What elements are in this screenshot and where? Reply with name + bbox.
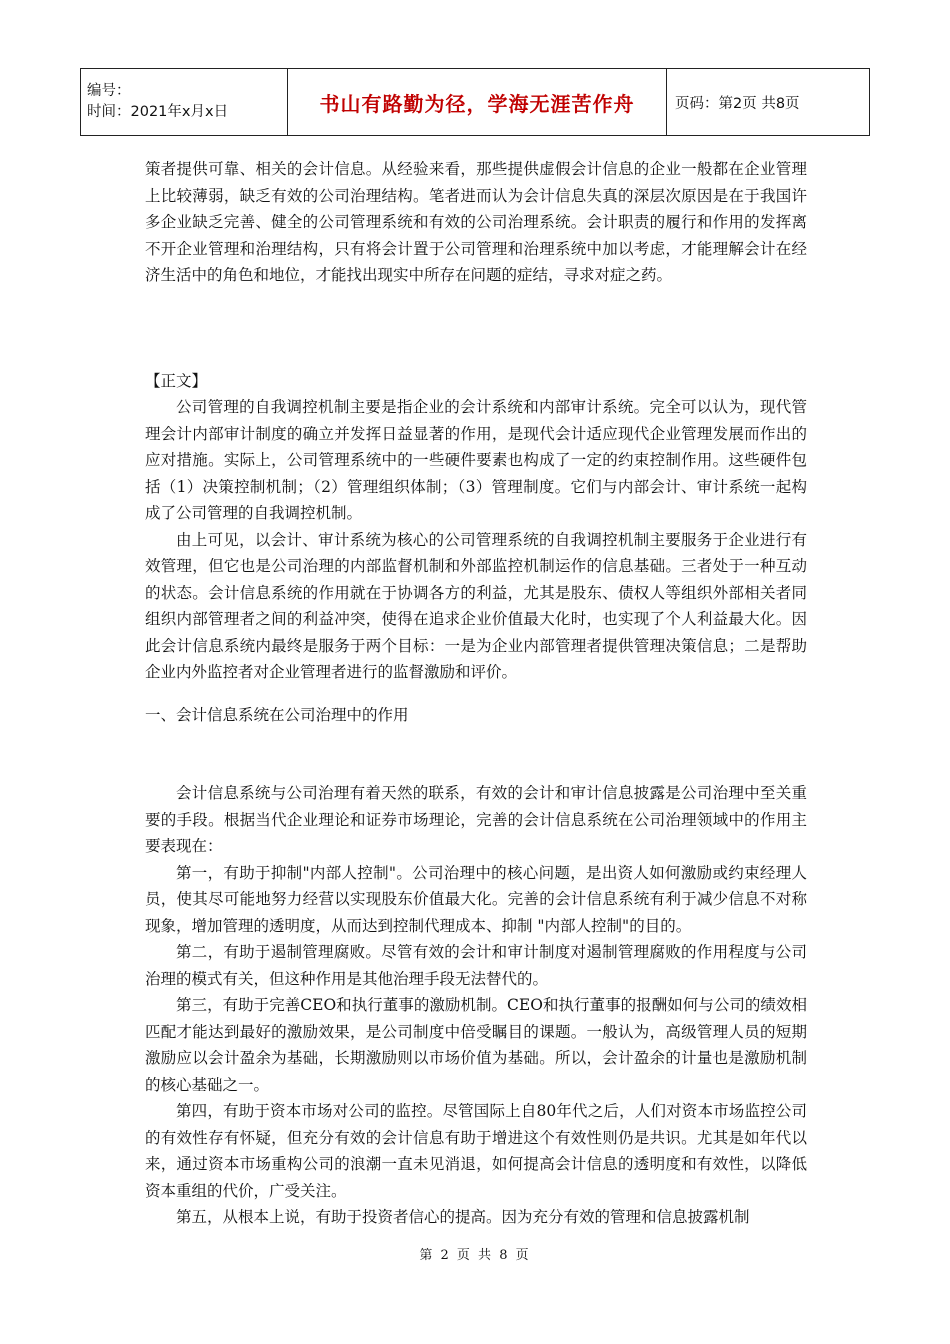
- paragraph-1: 公司管理的自我调控机制主要是指企业的会计系统和内部审计系统。完全可以认为，现代管理会计内部审计制度的确立并发挥日益显著的作用，是现代会计适应现代企业管理发展而作出的应对措施。实际上，公司管理系统中的一些硬件要素也构成了一定的约束控制作用。这些硬件包括（1）决策控制机制；（2）管理组织体制；（3）管理制度。它们与内部会计、审计系统一起构成了公司管理的自我调控机制。: [145, 398, 807, 522]
- document-body: [145, 156, 807, 1231]
- header-table: [80, 68, 870, 136]
- point-3: 第三，有助于完善CEO和执行董事的激励机制。CEO和执行董事的报酬如何与公司的绩效相匹配才能达到最好的激励效果，是公司制度中倍受瞩目的课题。一般认为，高级管理人员的短期激励应以会计盈余为基础，长期激励则以市场价值为基础。所以，会计盈余的计量也是激励机制的核心基础之一。: [145, 996, 807, 1094]
- section-1-title: 一、会计信息系统在公司治理中的作用: [145, 705, 409, 724]
- point-2: 第二，有助于遏制管理腐败。尽管有效的会计和审计制度对遏制管理腐败的作用程度与公司治理的模式有关，但这种作用是其他治理手段无法替代的。: [145, 943, 807, 988]
- point-5: 第五，从根本上说，有助于投资者信心的提高。因为充分有效的管理和信息披露机制: [176, 1208, 750, 1226]
- header-motto: 书山有路勤为径，学海无涯苦作舟: [288, 69, 667, 136]
- paragraph-2: 由上可见，以会计、审计系统为核心的公司管理系统的自我调控机制主要服务于企业进行有效管理，但它也是公司治理的内部监督机制和外部监控机制运作的信息基础。三者处于一种互动的状态。会计信息系统的作用就在于协调各方的利益，尤其是股东、债权人等组织外部相关者同组织内部管理者之间的利益冲突，使得在追求企业价值最大化时，也实现了个人利益最大化。因此会计信息系统内最终是服务于两个目标：一是为企业内部管理者提供管理决策信息；二是帮助企业内外监控者对企业管理者进行的监督激励和评价。: [145, 530, 807, 681]
- document-time-label: 时间：2021年x月x日: [87, 104, 229, 120]
- point-1: 第一，有助于抑制"内部人控制"。公司治理中的核心问题，是出资人如何激励或约束经理人员，使其尽可能地努力经营以实现股东价值最大化。完善的会计信息系统有利于减少信息不对称现象，增加管理的透明度，从而达到控制代理成本、抑制 "内部人控制"的目的。: [145, 863, 807, 935]
- section-marker: 【正文】: [145, 371, 208, 390]
- paragraph-3: 会计信息系统与公司治理有着天然的联系，有效的会计和审计信息披露是公司治理中至关重要的手段。根据当代企业理论和证券市场理论，完善的会计信息系统在公司治理领域中的作用主要表现在：: [145, 784, 807, 855]
- page-footer: 第 2 页 共 8 页: [419, 1248, 531, 1263]
- document-number-label: 编号：: [87, 83, 131, 99]
- intro-paragraph: 策者提供可靠、相关的会计信息。从经验来看，那些提供虚假会计信息的企业一般都在企业管理上比较薄弱，缺乏有效的公司治理结构。笔者进而认为会计信息失真的深层次原因是在于我国许多企业缺乏完善、健全的公司管理系统和有效的公司治理系统。会计职责的履行和作用的发挥离不开企业管理和治理结构，只有将会计置于公司管理和治理系统中加以考虑，才能理解会计在经济生活中的角色和地位，才能找出现实中所存在问题的症结，寻求对症之药。: [145, 160, 807, 284]
- header-left-cell: [81, 69, 288, 136]
- header-page-info: 页码：第2页 共8页: [667, 69, 870, 136]
- point-4: 第四，有助于资本市场对公司的监控。尽管国际上自80年代之后，人们对资本市场监控公司的有效性存有怀疑，但充分有效的会计信息有助于增进这个有效性则仍是共识。尤其是如年代以来，通过资本市场重构公司的浪潮一直未见消退，如何提高会计信息的透明度和有效性，以降低资本重组的代价，广受关注。: [145, 1102, 807, 1200]
